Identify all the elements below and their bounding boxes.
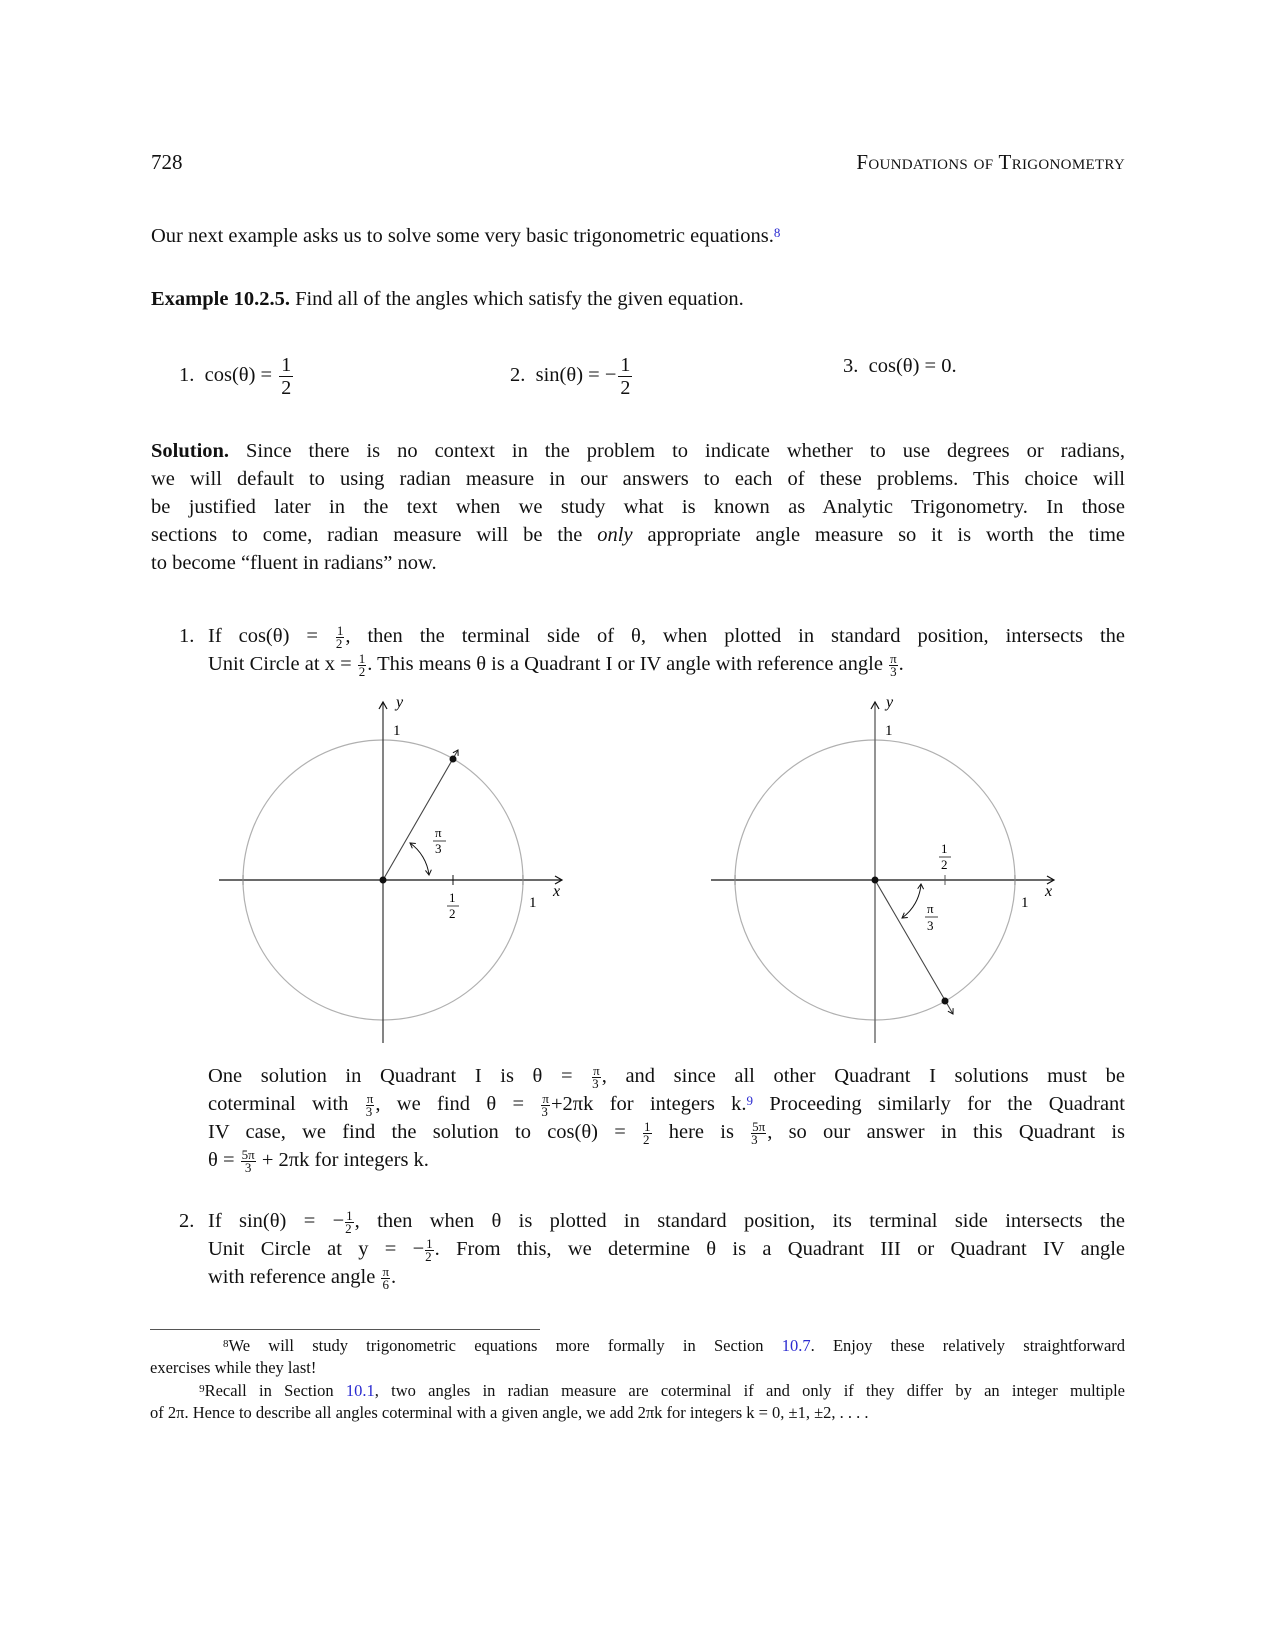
- x-axis-label: x: [1045, 883, 1053, 900]
- equation-number: 1.: [179, 364, 195, 386]
- unit-circle-figure-1: [210, 690, 570, 1050]
- intersection-point: [942, 998, 949, 1005]
- y-axis-label: y: [886, 694, 894, 711]
- equation-sign: −: [604, 364, 617, 386]
- section-link-10-1[interactable]: 10.1: [345, 1381, 375, 1400]
- item-number: 1.: [179, 625, 195, 647]
- terminal-side: [383, 750, 458, 880]
- footnote-ref-9[interactable]: 9: [746, 1093, 754, 1108]
- solution-line: we will default to using radian measure in our answers to each of these problems. This choice will: [151, 468, 1125, 490]
- item-line: IV case, we find the solution to cos(θ) = $\frac{1}{2}$ here is $\frac{5\pi}{3}$ , so our answer in this Quadrant is: [208, 1118, 1126, 1147]
- running-title: Foundations of Trigonometry: [856, 150, 1125, 174]
- svg-text:1: 1: [449, 890, 456, 905]
- svg-text:1: 1: [941, 841, 948, 856]
- item-number: 2.: [179, 1210, 195, 1232]
- solution-label: Solution.: [151, 440, 230, 462]
- tick-one-y: 1: [885, 723, 893, 739]
- solution-line: sections to come, radian measure will be the only appropriate angle measure so it is worth the time: [151, 524, 1126, 546]
- solution-line: to become “fluent in radians” now.: [151, 552, 437, 574]
- svg-text:3: 3: [927, 918, 934, 933]
- footnote-line: of 2π. Hence to describe all angles coterminal with a given angle, we add 2πk for integers k = 0, ±1, ±2, . . . .: [150, 1403, 869, 1422]
- equation-2: [510, 345, 634, 405]
- svg-text:3: 3: [435, 841, 442, 856]
- item-line: with reference angle $\frac{\pi}{6}$ .: [208, 1263, 397, 1292]
- origin-point: [872, 877, 879, 884]
- equation-lhs: sin(θ) =: [535, 364, 600, 386]
- solution-line: Solution. Since there is no context in the problem to indicate whether to use degrees or radians,: [151, 440, 1125, 462]
- origin-point: [380, 877, 387, 884]
- equation-number: 2.: [510, 364, 526, 386]
- item-line: Unit Circle at y = − $\frac{1}{2}$ . From this, we determine θ is a Quadrant III or Quadrant IV angle: [208, 1235, 1125, 1264]
- tick-one-y: 1: [393, 723, 401, 739]
- terminal-side: [875, 880, 953, 1014]
- item-line: One solution in Quadrant I is θ = $\frac{\pi}{3}$ , and since all other Quadrant I solutions must be: [208, 1062, 1125, 1091]
- footnote-line: $^9$Recall in Section 10.1, two angles in radian measure are coterminal if and only if they differ by an integer multiple: [199, 1381, 1126, 1400]
- footnote-line: exercises while they last!: [150, 1358, 317, 1377]
- equation-text: cos(θ) = 0.: [868, 355, 957, 377]
- intro-paragraph: [151, 222, 780, 250]
- footnote-rule: [150, 1329, 540, 1330]
- angle-arc: [410, 843, 429, 875]
- svg-text:π: π: [927, 901, 934, 916]
- y-axis-label: y: [396, 694, 404, 711]
- item-line: θ = $\frac{5\pi}{3}$ + 2πk for integers k.: [208, 1146, 429, 1175]
- item-line: Unit Circle at x = $\frac{1}{2}$ . This means θ is a Quadrant I or IV angle with reference angle $\frac{\pi}{3}$ .: [208, 650, 904, 679]
- fraction: $\frac{1}{2}$: [620, 353, 631, 399]
- equation-lhs: cos(θ) =: [204, 364, 273, 386]
- footnote-line: $^8$We will study trigonometric equations more formally in Section 10.7. Enjoy these relatively straightforward: [222, 1336, 1126, 1355]
- example-prompt: Find all of the angles which satisfy the given equation.: [295, 288, 744, 310]
- angle-arc: [902, 884, 921, 918]
- page-number: 728: [151, 150, 183, 174]
- intersection-point: [450, 756, 457, 763]
- solution-line: be justified later in the text when we study what is known as Analytic Trigonometry. In those: [151, 496, 1125, 518]
- item-line: coterminal with $\frac{\pi}{3}$ , we find θ = $\frac{\pi}{3}$ +2πk for integers k.$^9$ Proceeding similarly for the Quadrant: [208, 1090, 1125, 1119]
- item-line: If sin(θ) = − $\frac{1}{2}$ , then when θ is plotted in standard position, its terminal side intersects the: [208, 1207, 1125, 1236]
- intro-text: Our next example asks us to solve some very basic trigonometric equations.: [151, 225, 774, 247]
- equation-number: 3.: [843, 355, 859, 377]
- example-heading: [151, 285, 744, 313]
- x-axis-label: x: [553, 883, 561, 900]
- item-line: If cos(θ) = $\frac{1}{2}$ , then the terminal side of θ, when plotted in standard position, intersects the: [208, 622, 1126, 651]
- unit-circle-figure-2: [700, 690, 1070, 1050]
- svg-text:2: 2: [941, 857, 948, 872]
- svg-text:π: π: [435, 825, 442, 840]
- svg-text:2: 2: [449, 906, 456, 921]
- tick-one-x: 1: [1021, 895, 1029, 911]
- example-label: Example 10.2.5.: [151, 288, 290, 310]
- section-link-10-7[interactable]: 10.7: [781, 1336, 811, 1355]
- equation-3: [843, 352, 957, 380]
- fraction: $\frac{1}{2}$: [281, 353, 292, 399]
- footnote-ref-8[interactable]: 8: [773, 225, 781, 240]
- equation-1: [179, 345, 295, 405]
- tick-one-x: 1: [529, 895, 537, 911]
